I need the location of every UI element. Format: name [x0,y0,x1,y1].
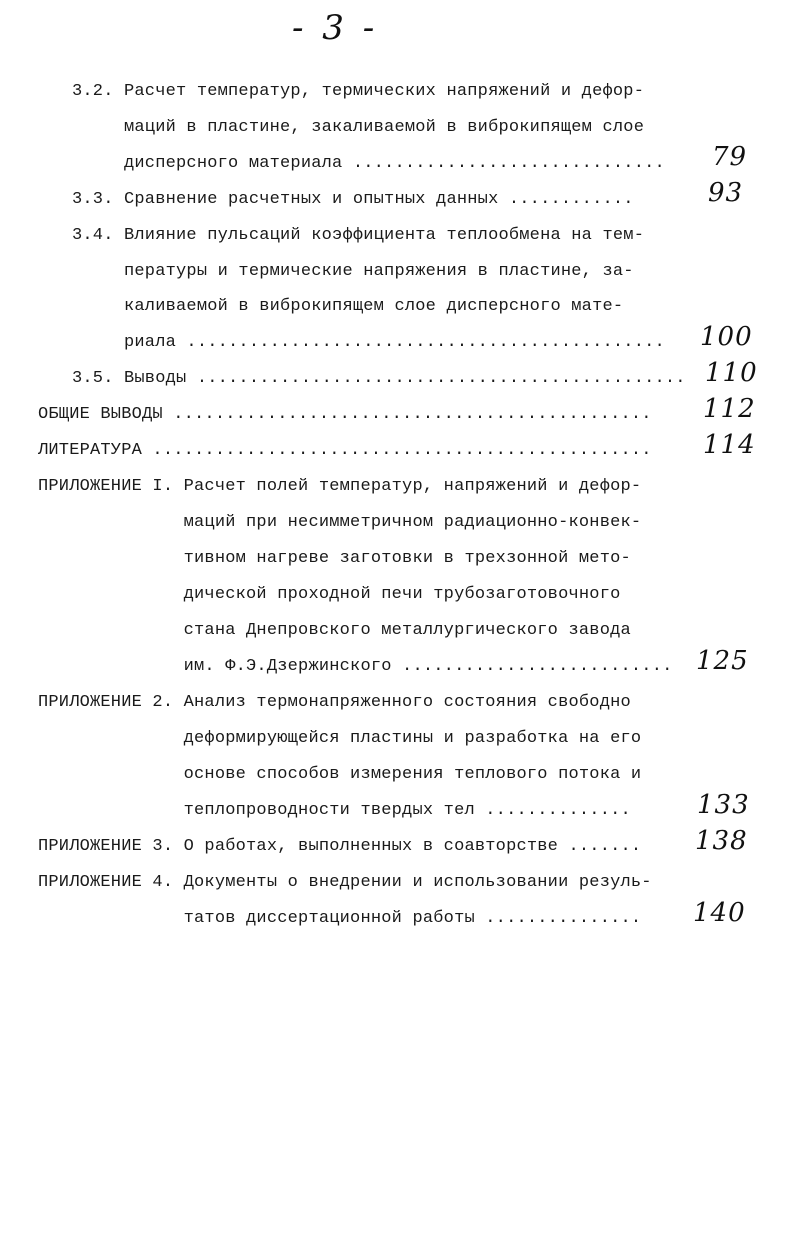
toc-page-number: 138 [695,826,748,856]
toc-line: ПРИЛОЖЕНИЕ 2. Анализ термонапряженного состояния свободно [38,693,631,712]
toc-line: стана Днепровского металлургического завода [38,621,631,640]
toc-page-number: 114 [703,430,756,460]
toc-line: маций при несимметричном радиационно-конвек- [38,513,642,532]
toc-page-number: 133 [697,790,750,820]
toc-line: маций в пластине, закаливаемой в виброкипящем слое [72,118,645,137]
page-number: - 3 - [292,8,379,48]
toc-line: деформирующейся пластины и разработка на его [38,729,642,748]
toc-line: ОБЩИЕ ВЫВОДЫ .............................................. [38,405,652,424]
toc-line: тивном нагреве заготовки в трехзонной мето- [38,549,631,568]
toc-page-number: 140 [693,898,746,928]
toc-page-number: 100 [700,322,753,352]
toc-line: татов диссертационной работы ............... [38,909,642,928]
toc-line: ПРИЛОЖЕНИЕ 3. О работах, выполненных в соавторстве ....... [38,837,642,856]
toc-page-number: 112 [703,394,756,424]
toc-line: 3.5. Выводы ............................................... [72,369,686,388]
toc-line: 3.2. Расчет температур, термических напряжений и дефор- [72,82,645,101]
toc-page-number: 79 [712,142,748,172]
toc-line: им. Ф.Э.Дзержинского .......................... [38,657,673,676]
toc-line: теплопроводности твердых тел .............. [38,801,631,820]
toc-line: каливаемой в виброкипящем слое дисперсного мате- [72,297,624,316]
toc-line: ПРИЛОЖЕНИЕ 4. Документы о внедрении и использовании резуль- [38,873,652,892]
toc-line: дисперсного материала .............................. [72,154,665,173]
toc-page-number: 93 [708,178,744,208]
toc-line: основе способов измерения теплового потока и [38,765,642,784]
toc-line: риала .............................................. [72,333,665,352]
toc-line: дической проходной печи трубозаготовочного [38,585,621,604]
toc-page-number: 125 [696,646,749,676]
toc-line: пературы и термические напряжения в пластине, за- [72,262,634,281]
toc-page-number: 110 [705,358,758,388]
toc-line: ПРИЛОЖЕНИЕ I. Расчет полей температур, напряжений и дефор- [38,477,642,496]
toc-line: ЛИТЕРАТУРА ................................................ [38,441,652,460]
toc-line: 3.4. Влияние пульсаций коэффициента теплообмена на тем- [72,226,645,245]
toc-line: 3.3. Сравнение расчетных и опытных данных ............ [72,190,634,209]
